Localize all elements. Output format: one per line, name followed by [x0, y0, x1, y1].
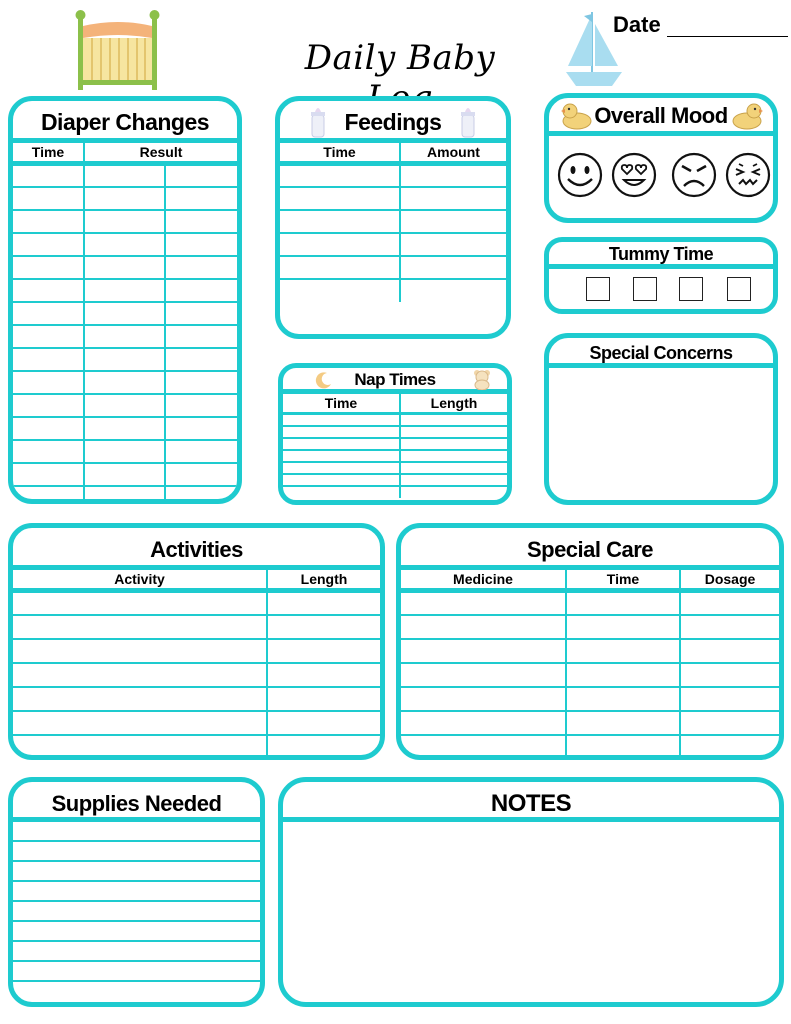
column-header-dosage: Dosage — [680, 570, 779, 591]
list-item[interactable] — [13, 982, 260, 1002]
table-row[interactable] — [13, 440, 237, 463]
notes-panel — [278, 777, 784, 1007]
feedings-table — [280, 143, 506, 302]
feedings-title — [280, 101, 506, 143]
crib-icon — [72, 8, 164, 92]
table-row[interactable] — [401, 591, 779, 615]
table-row[interactable] — [13, 279, 237, 302]
list-item[interactable] — [13, 922, 260, 942]
table-row[interactable] — [13, 663, 380, 687]
column-header-length: Length — [267, 570, 380, 591]
special-concerns-panel — [544, 333, 778, 505]
crying-face-icon[interactable] — [725, 152, 771, 203]
column-header-time: Time — [566, 570, 680, 591]
diaper-changes-table — [13, 143, 237, 504]
table-row[interactable] — [13, 639, 380, 663]
table-row[interactable] — [283, 438, 507, 450]
table-row[interactable] — [283, 486, 507, 498]
table-row[interactable] — [401, 687, 779, 711]
tummy-time-panel — [544, 237, 778, 314]
table-row[interactable] — [13, 371, 237, 394]
list-item[interactable] — [13, 962, 260, 982]
angry-face-icon[interactable] — [671, 152, 717, 203]
table-row[interactable] — [280, 233, 506, 256]
table-row[interactable] — [401, 663, 779, 687]
table-row[interactable] — [280, 256, 506, 279]
table-row[interactable] — [401, 615, 779, 639]
tummy-time-title: Tummy Time — [549, 242, 773, 269]
column-header-medicine: Medicine — [401, 570, 566, 591]
table-row[interactable] — [283, 414, 507, 426]
table-row[interactable] — [283, 462, 507, 474]
table-row[interactable] — [401, 639, 779, 663]
page-title: Daily Baby — [304, 38, 496, 78]
table-row[interactable] — [13, 711, 380, 735]
date-label: Date — [613, 12, 661, 37]
notes-area[interactable] — [283, 822, 779, 1002]
table-row[interactable] — [13, 210, 237, 233]
overall-mood-panel — [544, 93, 778, 223]
table-row[interactable] — [13, 463, 237, 486]
table-row[interactable] — [13, 615, 380, 639]
overall-mood-title — [549, 98, 773, 136]
table-row[interactable] — [13, 486, 237, 505]
baby-bottle-icon — [458, 105, 478, 152]
table-row[interactable] — [13, 417, 237, 440]
column-header-length: Length — [400, 394, 507, 414]
table-row[interactable] — [13, 735, 380, 759]
tummy-time-checkbox[interactable] — [586, 277, 610, 301]
nap-times-table — [283, 394, 507, 498]
tummy-time-checkbox[interactable] — [727, 277, 751, 301]
special-concerns-area[interactable] — [549, 368, 773, 498]
table-row[interactable] — [13, 687, 380, 711]
diaper-changes-rows — [13, 164, 237, 505]
feedings-panel — [275, 96, 511, 339]
column-header-result: Result — [84, 143, 237, 164]
table-row[interactable] — [13, 591, 380, 615]
special-care-panel — [396, 523, 784, 760]
supplies-needed-panel — [8, 777, 265, 1007]
special-care-title: Special Care — [401, 528, 779, 570]
table-row[interactable] — [13, 394, 237, 417]
diaper-changes-panel — [8, 96, 242, 504]
table-row[interactable] — [13, 256, 237, 279]
table-row[interactable] — [401, 711, 779, 735]
table-row[interactable] — [283, 426, 507, 438]
table-row[interactable] — [280, 279, 506, 302]
table-row[interactable] — [13, 302, 237, 325]
tummy-time-checkbox[interactable] — [679, 277, 703, 301]
supplies-needed-lines — [13, 822, 260, 1002]
activities-panel — [8, 523, 385, 760]
love-face-icon[interactable] — [611, 152, 657, 203]
table-row[interactable] — [280, 210, 506, 233]
list-item[interactable] — [13, 902, 260, 922]
table-row[interactable] — [13, 164, 237, 187]
tummy-time-checkbox[interactable] — [633, 277, 657, 301]
table-row[interactable] — [280, 164, 506, 187]
activities-title: Activities — [13, 528, 380, 570]
special-care-table — [401, 570, 779, 759]
table-row[interactable] — [13, 325, 237, 348]
column-header-amount: Amount — [400, 143, 506, 164]
list-item[interactable] — [13, 822, 260, 842]
table-row[interactable] — [401, 735, 779, 759]
list-item[interactable] — [13, 862, 260, 882]
table-row[interactable] — [283, 474, 507, 486]
list-item[interactable] — [13, 942, 260, 962]
rubber-duck-icon — [559, 100, 593, 141]
table-row[interactable] — [283, 450, 507, 462]
column-header-activity: Activity — [13, 570, 267, 591]
tummy-time-checkboxes — [549, 269, 773, 309]
activities-table — [13, 570, 380, 759]
list-item[interactable] — [13, 882, 260, 902]
list-item[interactable] — [13, 842, 260, 862]
column-header-time: Time — [13, 143, 84, 164]
table-row[interactable] — [13, 348, 237, 371]
feedings-title-text: Feedings — [344, 109, 442, 135]
table-row[interactable] — [13, 233, 237, 256]
overall-mood-title-text: Overall Mood — [594, 103, 728, 128]
nap-times-panel — [278, 363, 512, 505]
table-row[interactable] — [280, 187, 506, 210]
table-row[interactable] — [13, 187, 237, 210]
baby-bottle-icon — [308, 105, 328, 152]
rubber-duck-icon — [731, 100, 765, 141]
supplies-needed-title: Supplies Needed — [13, 782, 260, 822]
diaper-changes-title: Diaper Changes — [13, 101, 237, 143]
teddy-bear-icon — [471, 368, 493, 397]
nap-times-title — [283, 368, 507, 394]
special-concerns-title: Special Concerns — [549, 338, 773, 368]
moon-icon — [315, 371, 333, 396]
mood-faces — [549, 136, 773, 216]
notes-title: NOTES — [283, 782, 779, 822]
column-header-time: Time — [283, 394, 400, 414]
happy-face-icon[interactable] — [557, 152, 603, 203]
column-header-time: Time — [280, 143, 400, 164]
nap-times-title-text: Nap Times — [354, 370, 436, 389]
date-input-line[interactable] — [667, 36, 788, 37]
